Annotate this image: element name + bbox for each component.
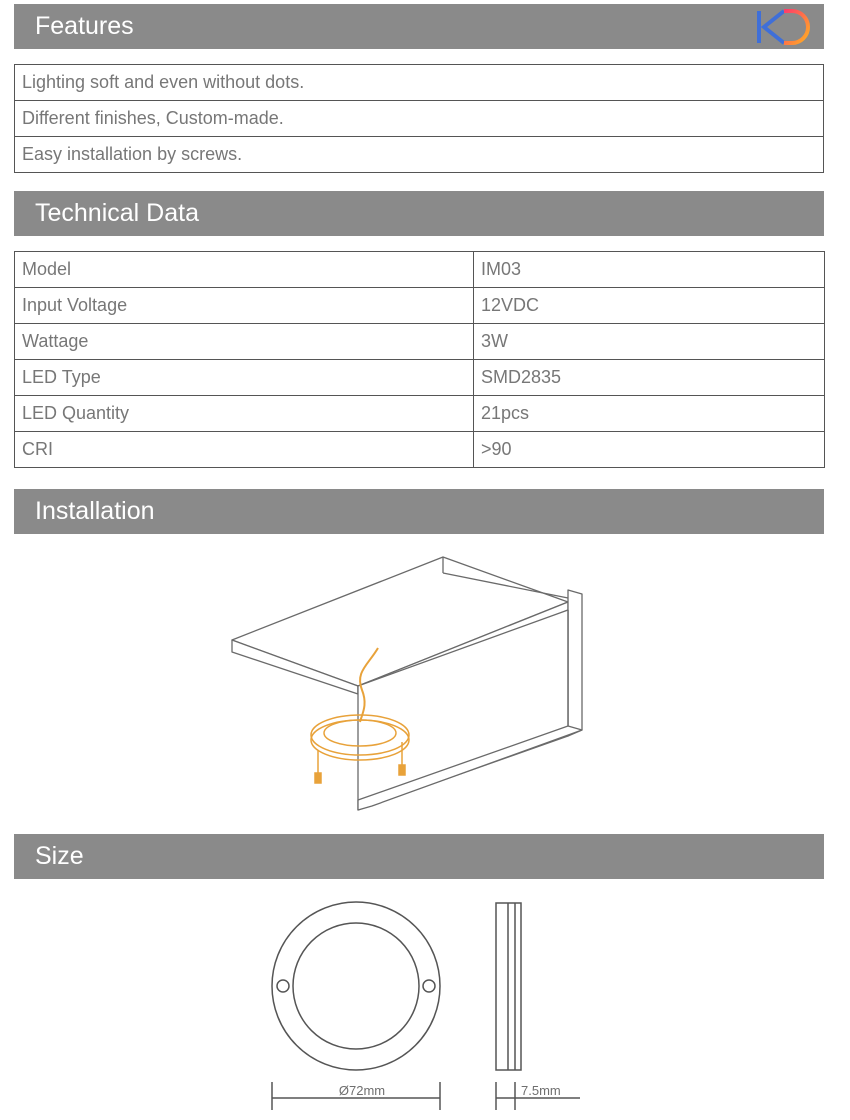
table-row bbox=[15, 432, 825, 468]
diameter-label: Ø72mm bbox=[338, 1083, 386, 1098]
spec-value: IM03 bbox=[474, 252, 825, 288]
spec-value: 21pcs bbox=[474, 396, 825, 432]
size-section-header bbox=[14, 834, 824, 879]
table-row bbox=[15, 396, 825, 432]
technical-data-table bbox=[14, 251, 825, 468]
table-row bbox=[15, 324, 825, 360]
feature-item: Easy installation by screws. bbox=[15, 137, 824, 173]
installation-section-header bbox=[14, 489, 824, 534]
spec-label: Input Voltage bbox=[15, 288, 474, 324]
features-title: Features bbox=[35, 12, 134, 40]
size-diagram bbox=[260, 895, 590, 1115]
feature-item: Different finishes, Custom-made. bbox=[15, 101, 824, 137]
table-row bbox=[15, 252, 825, 288]
installation-title: Installation bbox=[35, 497, 155, 525]
feature-item: Lighting soft and even without dots. bbox=[15, 65, 824, 101]
spec-value: SMD2835 bbox=[474, 360, 825, 396]
spec-label: LED Type bbox=[15, 360, 474, 396]
spec-label: CRI bbox=[15, 432, 474, 468]
kd-logo bbox=[754, 7, 818, 47]
spec-value: 3W bbox=[474, 324, 825, 360]
spec-label: Wattage bbox=[15, 324, 474, 360]
technical-data-title: Technical Data bbox=[35, 199, 199, 227]
table-row bbox=[15, 288, 825, 324]
table-row bbox=[15, 101, 824, 137]
table-row bbox=[15, 65, 824, 101]
table-row bbox=[15, 137, 824, 173]
table-row bbox=[15, 360, 825, 396]
spec-label: LED Quantity bbox=[15, 396, 474, 432]
spec-value: >90 bbox=[474, 432, 825, 468]
size-title: Size bbox=[35, 842, 84, 870]
technical-data-section-header bbox=[14, 191, 824, 236]
thickness-label: 7.5mm bbox=[521, 1083, 561, 1098]
features-table bbox=[14, 64, 824, 173]
features-section-header bbox=[14, 4, 824, 49]
spec-label: Model bbox=[15, 252, 474, 288]
spec-value: 12VDC bbox=[474, 288, 825, 324]
installation-diagram bbox=[220, 550, 600, 820]
